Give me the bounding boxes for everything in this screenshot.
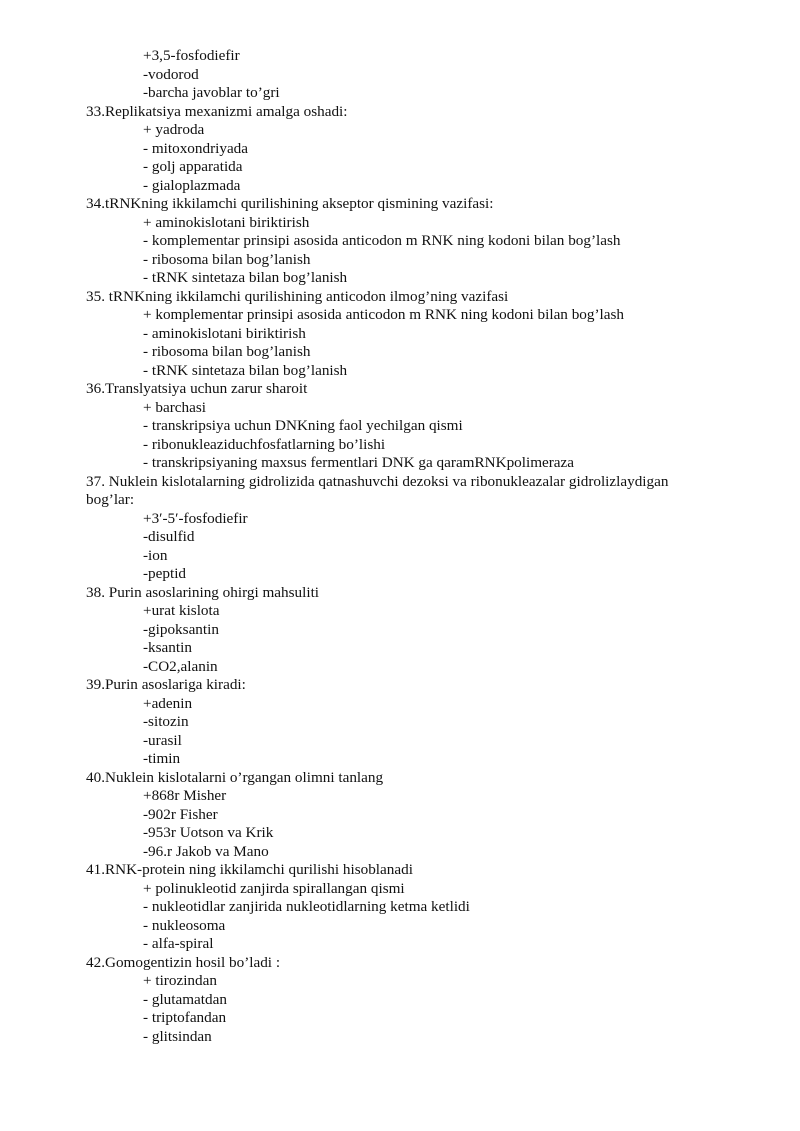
question-line: 41.RNK-protein ning ikkilamchi qurilishi hisoblanadi [86, 861, 413, 878]
question-line: 40.Nuklein kislotalarni o’rgangan olimni tanlang [86, 768, 384, 786]
answer-option-line: - mitoxondriyada [143, 139, 249, 157]
answer-option-line: +3′-5′-fosfodiefir [143, 509, 248, 527]
answer-option-line: - transkripsiyaning maxsus fermentlari DNK ga qaramRNKpolimeraza [143, 454, 575, 471]
answer-option-line: -902r Fisher [143, 805, 218, 823]
answer-option-line: - triptofandan [143, 1009, 227, 1026]
answer-option-line: +urat kislota [143, 602, 220, 619]
answer-option-line: - tRNK sintetaza bilan bog’lanish [143, 269, 348, 286]
answer-option-line: -96.r Jakob va Mano [143, 842, 269, 860]
answer-option-line: - golj apparatida [143, 158, 243, 175]
answer-option-line: + tirozindan [143, 972, 217, 989]
answer-option-line: + yadroda [143, 121, 205, 138]
question-line: 34.tRNKning ikkilamchi qurilishining akseptor qismining vazifasi: [86, 195, 494, 212]
question-line: 35. tRNKning ikkilamchi qurilishining anticodon ilmog’ning vazifasi [86, 287, 509, 305]
answer-option-line: -sitozin [143, 713, 189, 730]
answer-option-line: -CO2,alanin [143, 657, 218, 675]
question-line: 33.Replikatsiya mexanizmi amalga oshadi: [86, 102, 348, 120]
question-line: 42.Gomogentizin hosil bo’ladi : [86, 953, 281, 971]
answer-option-line: - komplementar prinsipi asosida anticodon m RNK ning kodoni bilan bog’lash [143, 232, 621, 249]
question-line: 39.Purin asoslariga kiradi: [86, 676, 246, 693]
answer-option-line: - glutamatdan [143, 990, 227, 1008]
answer-option-line: - ribonukleaziduchfosfatlarning bo’lishi [143, 435, 386, 453]
question-line: 36.Translyatsiya uchun zarur sharoit [86, 380, 308, 397]
answer-option-line: -peptid [143, 565, 187, 582]
answer-option-line: -gipoksantin [143, 620, 219, 638]
answer-option-line: + barchasi [143, 398, 206, 416]
answer-option-line: + aminokislotani biriktirish [143, 213, 310, 231]
answer-option-line: +3,5-fosfodiefir [143, 47, 240, 64]
answer-option-line: - glitsindan [143, 1027, 212, 1045]
answer-option-line: - ribosoma bilan bog’lanish [143, 250, 311, 268]
answer-option-line: -timin [143, 750, 181, 767]
answer-option-line: -953r Uotson va Krik [143, 824, 274, 841]
document-text [86, 47, 716, 1046]
answer-option-line: - transkripsiya uchun DNKning faol yechilgan qismi [143, 417, 463, 434]
answer-option-line: - ribosoma bilan bog’lanish [143, 343, 311, 360]
answer-option-line: +adenin [143, 694, 193, 712]
answer-option-line: -disulfid [143, 528, 195, 545]
answer-option-line: - alfa-spiral [143, 935, 214, 952]
answer-option-line: -vodorod [143, 65, 199, 83]
answer-option-line: - nukleosoma [143, 916, 226, 934]
answer-option-line: -barcha javoblar to’gri [143, 84, 280, 101]
answer-option-line: -ion [143, 546, 168, 564]
question-line: 38. Purin asoslarining ohirgi mahsuliti [86, 583, 320, 601]
answer-option-line: -urasil [143, 731, 182, 749]
answer-option-line: - tRNK sintetaza bilan bog’lanish [143, 361, 348, 379]
answer-option-line: -ksantin [143, 639, 192, 656]
answer-option-line: - nukleotidlar zanjirida nukleotidlarning ketma ketlidi [143, 898, 470, 915]
question-line: 37. Nuklein kislotalarning gidrolizida qatnashuvchi dezoksi va ribonukleazalar gidrolizlaydigan bog’lar: [86, 472, 669, 508]
answer-option-line: - aminokislotani biriktirish [143, 324, 306, 342]
answer-option-line: +868r Misher [143, 787, 227, 804]
answer-option-line: - gialoplazmada [143, 176, 241, 194]
answer-option-line: + komplementar prinsipi asosida anticodon m RNK ning kodoni bilan bog’lash [143, 306, 625, 323]
answer-option-line: + polinukleotid zanjirda spirallangan qismi [143, 879, 405, 897]
